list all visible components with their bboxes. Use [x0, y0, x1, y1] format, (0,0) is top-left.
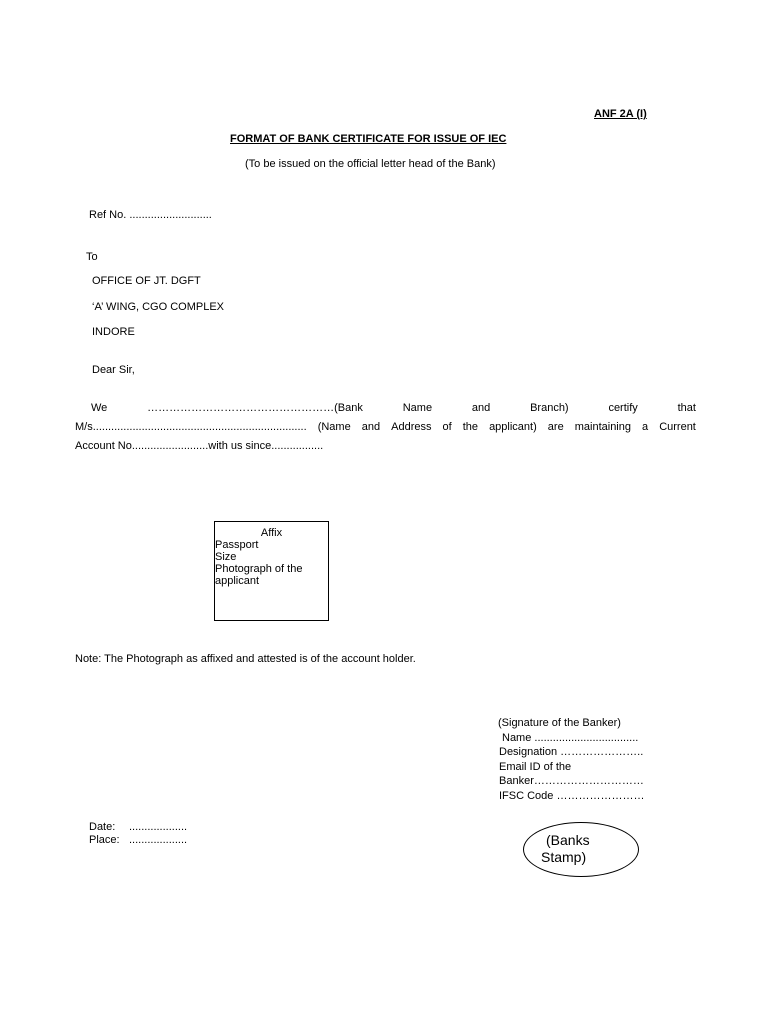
- document-subtitle: (To be issued on the official letter head of the Bank): [245, 158, 496, 170]
- body-word: We: [91, 402, 108, 414]
- body-line-1: [75, 399, 696, 418]
- banker-name: Name ..................................: [502, 732, 639, 744]
- banker-email-label: Email ID of the: [499, 761, 572, 773]
- salutation: Dear Sir,: [92, 364, 135, 376]
- body-word: of: [442, 421, 452, 433]
- document-title: FORMAT OF BANK CERTIFICATE FOR ISSUE OF IEC: [230, 133, 507, 145]
- body-word: and: [471, 402, 491, 414]
- body-word: certify: [608, 402, 638, 414]
- photo-box-line: Size: [215, 551, 237, 563]
- photograph-note: Note: The Photograph as affixed and attested is of the account holder.: [75, 653, 416, 665]
- photo-box-line: Passport: [215, 539, 259, 551]
- body-word: Address: [391, 421, 432, 433]
- bank-stamp-placeholder: [523, 822, 639, 877]
- photo-box-line: Affix: [260, 527, 283, 539]
- stamp-line: (Banks: [546, 832, 590, 848]
- date-value: ...................: [129, 821, 188, 833]
- ref-number: Ref No. ...........................: [89, 209, 212, 221]
- body-word: maintaining: [574, 421, 631, 433]
- banker-ifsc: IFSC Code ……………………: [499, 790, 645, 802]
- form-code: ANF 2A (I): [594, 108, 647, 120]
- body-word: and: [361, 421, 381, 433]
- body-word: M/s......................................................................: [75, 421, 307, 433]
- banker-email-value: Banker…………………………: [499, 775, 644, 787]
- body-word: are: [547, 421, 564, 433]
- photo-box-line: applicant: [215, 575, 260, 587]
- date-label: Date:: [89, 821, 116, 833]
- body-word: a: [642, 421, 649, 433]
- address-line-1: OFFICE OF JT. DGFT: [92, 275, 201, 287]
- body-word: Name: [402, 402, 433, 414]
- body-line-2: [75, 418, 696, 437]
- address-line-3: INDORE: [92, 326, 135, 338]
- body-word: applicant): [489, 421, 537, 433]
- body-word: (Name: [317, 421, 351, 433]
- certificate-body: [75, 399, 696, 456]
- photo-placeholder-box: [214, 521, 329, 621]
- photo-box-line: Photograph of the: [215, 563, 303, 575]
- body-word: the: [462, 421, 479, 433]
- place-value: ...................: [129, 834, 188, 846]
- body-word: Branch): [530, 402, 569, 414]
- address-to: To: [86, 251, 98, 263]
- body-word: that: [677, 402, 696, 414]
- body-line-3: Account No.........................with us since.................: [75, 440, 324, 452]
- body-word: ……………………………………………(Bank: [147, 402, 363, 414]
- body-word: Current: [659, 421, 696, 433]
- address-line-2: ‘A’ WING, CGO COMPLEX: [92, 301, 225, 313]
- place-label: Place:: [89, 834, 120, 846]
- signature-heading: (Signature of the Banker): [498, 717, 621, 729]
- stamp-line: Stamp): [541, 849, 587, 865]
- banker-designation: Designation …………………..: [499, 746, 644, 758]
